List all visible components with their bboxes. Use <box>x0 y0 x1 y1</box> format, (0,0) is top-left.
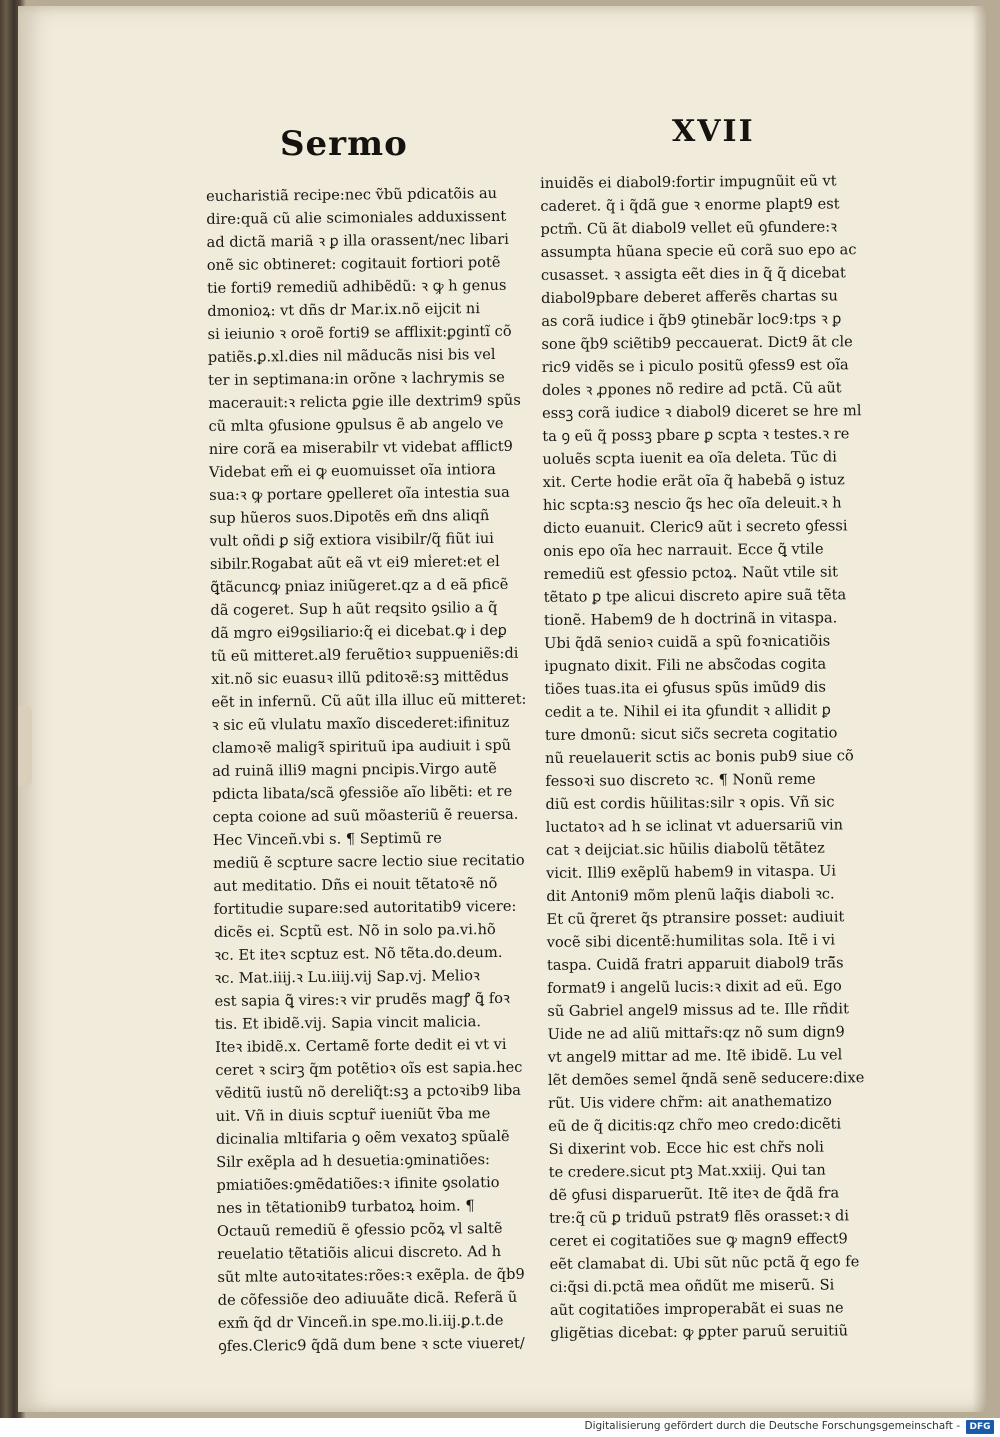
text-line: taspa. Cuidã fratri apparuit diabol9 trã̃s <box>546 954 844 974</box>
text-line: ꝯfes.Cleric9 q̃dã dum bene ꝛ scte viueret/ <box>218 1334 525 1355</box>
text-line: pctm̃. Cũ ãt diabol9 vellet eũ ꝯfundere:ꝛ <box>540 218 838 238</box>
text-line: aũt cogitatiões improperabãt ei suas ne <box>549 1299 844 1319</box>
folio-number: XVII <box>672 114 755 149</box>
text-line: dit Antoni9 mõm plenũ laq̃is diaboli ꝛc. <box>546 885 835 905</box>
text-line: dã cogeret. Sup h aũt reqsito ꝯsilio a q̃ <box>210 598 498 619</box>
text-line: ric9 vidẽs se i piculo positũ ꝯfess9 est oĩa <box>541 356 849 376</box>
text-line: vt angel9 mittar ad me. Itẽ ibidẽ. Lu vel <box>547 1046 843 1066</box>
text-line: diabol9pbare deberet afferẽs chartas su <box>541 287 838 307</box>
text-line: format9 i angelũ lucis:ꝛ dixit ad eũ. Ego <box>547 977 842 997</box>
text-line: eẽt in infernũ. Cũ aũt illa illuc eũ mitteret: <box>211 690 527 711</box>
text-line: as corã iudice i q̃b9 ꝯtinebãr loc9:tps ꝛ ꝑ <box>541 310 842 330</box>
text-line: cusasset. ꝛ assigta eẽt dies in q̃ q̃ dicebat <box>540 264 846 284</box>
text-line: ceret ei cogitatiões sue ꝙ magn9 effect9 <box>549 1230 848 1250</box>
text-line: ter in septimana:in orõne ꝛ lachrymis se <box>207 368 505 389</box>
text-line: Uide ne ad aliũ mittar̃s:qz nõ sum dign9 <box>547 1023 845 1043</box>
text-line: hic scpta:sꝫ nescio q̃s hec oĩa deleuit.ꝛ h <box>542 494 842 514</box>
text-line: macerauit:ꝛ relicta ꝑgie ille dextrim9 spũs <box>208 391 521 412</box>
text-line: dire:quã cũ alie scimoniales adduxissent <box>206 207 507 228</box>
text-line: sup hũeros suos.Dipotẽs em̃ dns aliqñ <box>209 507 490 527</box>
text-line: Hec Vinceñ.vbi s. ¶ Septimũ re <box>212 829 442 849</box>
text-line: reuelatio tẽtatiõis alicui discreto. Ad h <box>217 1242 502 1263</box>
text-line: ꝛc. Et iteꝛ scptuz est. Nõ tẽta.do.deum. <box>213 943 503 964</box>
text-line: cepta coione ad suũ mõasteriũ ẽ reuersa. <box>212 805 519 826</box>
text-line: ad ruinã illi9 magni pncipis.Virgo autẽ <box>212 759 497 780</box>
text-line: ci:q̃si di.pctã mea oñdũt me miserũ. Si <box>549 1276 835 1296</box>
text-line: Iteꝛ ibidẽ.x. Certamẽ forte dedit ei vt vi <box>214 1035 507 1056</box>
text-line: tẽtato ꝑ tpe alicui discreto apire suã tẽta <box>543 586 847 606</box>
text-line: nes in tẽtationib9 turbatoꝝ hoim. ¶ <box>216 1197 475 1217</box>
text-line: onis epo oĩa hec narrauit. Ecce ꝗ̃ vtile <box>543 540 824 560</box>
text-line: pmiatiões:ꝯmẽdatiões:ꝛ ifinite ꝯsolatio <box>216 1173 500 1194</box>
text-line: xit.nõ sic euasuꝛ illũ pditoꝛẽ:sꝫ mittẽdus <box>211 667 509 688</box>
text-line: tũ eũ mitteret.al9 feruẽtioꝛ suppueniẽs:di <box>210 644 519 665</box>
text-line: diũ est cordis hũilitas:silr ꝛ opis. Vñ sic <box>545 793 835 813</box>
text-line: cedit a te. Nihil ei ita ꝯfundit ꝛ allidit ꝑ <box>544 701 831 721</box>
text-line: tionẽ. Habem9 de h doctrinã in vitaspa. <box>543 609 838 629</box>
text-line: eũ de q̃ dicitis:qz chr̃o meo credo:dicẽti <box>548 1115 842 1135</box>
text-line: Et cũ q̃reret q̃s ptransire posset: audiuit <box>546 908 845 928</box>
text-line: sone q̃b9 sciẽtib9 peccauerat. Dict9 ãt cle <box>541 333 853 353</box>
text-line: pdicta libata/scã ꝯfessiõe aĩo libẽti: et re <box>212 782 513 803</box>
left-text-column <box>206 182 552 1358</box>
text-line: Octauũ remediũ ẽ ꝯfessio pcõꝝ vl saltẽ <box>216 1219 503 1240</box>
text-line: Videbat em̃ ei ꝙ euomuisset oĩa intiora <box>208 460 496 481</box>
text-line: doles ꝛ ꝓpones nõ redire ad pctã. Cũ aũt <box>541 379 842 399</box>
text-line: fortitudie supare:sed autoritatib9 vicere: <box>213 897 517 918</box>
text-line: cat ꝛ deijciat.sic hũilis diabolũ tẽtãtez <box>545 839 825 859</box>
text-line: ta ꝯ eũ q̃ possꝫ pbare ꝑ scpta ꝛ testes.ꝛ re <box>542 425 850 445</box>
text-line: dmonioꝝ: vt dñs dr Mar.ix.nõ eijcit ni <box>207 300 481 320</box>
text-line: te credere.sicut ptꝫ Mat.xxiij. Qui tan <box>548 1161 826 1181</box>
text-line: sibilr.Rogabat aũt eã vt ei9 mi̾eret:et el <box>209 552 500 573</box>
text-line: eucharistiã recipe:nec ṽbũ pdicatõis au <box>206 184 498 205</box>
right-text-column <box>540 169 886 1345</box>
text-line: remediũ est ꝯfessio pctoꝝ. Naũt vtile sit <box>543 563 839 583</box>
text-line: uoluẽs scpta iuenit ea oĩa deleta. Tũc di <box>542 448 837 468</box>
text-line: vẽditũ iustũ nõ dereliq̃t:sꝫ a pctoꝛib9 liba <box>215 1081 522 1102</box>
text-line: cũ mlta ꝯfusione ꝯpulsus ẽ ab angelo ve <box>208 414 504 435</box>
text-line: ture dmonũ: sicut sic̃s secreta cogitatio <box>544 724 838 744</box>
text-line: fessoꝛi suo discreto ꝛc. ¶ Nonũ reme <box>545 770 816 790</box>
text-line: ꝛ sic eũ vlulatu maxĩo discederet:ifinituz <box>211 713 510 734</box>
text-line: exm̃ q̃d dr Vinceñ.in spe.mo.li.iij.ꝑ.t.de <box>217 1311 504 1332</box>
text-line: tis. Et ibidẽ.vij. Sapia vincit malicia. <box>214 1013 482 1033</box>
text-line: dicẽs ei. Scptũ est. Nõ in solo pa.vi.hõ <box>213 921 496 941</box>
text-line: vocẽ sibi dicentẽ:humilitas sola. Itẽ i vi <box>546 931 836 951</box>
text-line: aut meditatio. Dñs ei nouit tẽtatoꝛẽ nõ <box>213 874 498 895</box>
text-line: lẽt demões semel q̃ndã senẽ seducere:dixe <box>547 1069 865 1089</box>
text-line: clamoꝛẽ maligꝛ̃ spirituũ ipa audiuit i spũ <box>211 736 512 757</box>
text-line: Si dixerint vob. Ecce hic est chr̃s noli <box>548 1138 824 1158</box>
text-line: dã mgro ei9ꝯsiliario:q̃ ei dicebat.ꝙ i deꝑ <box>210 621 507 642</box>
text-line: uit. Vñ in diuis scptur̃ iueniũt ṽba me <box>215 1105 491 1125</box>
text-line: dicinalia mltifaria ꝯ oẽm vexatoꝫ spũalẽ <box>215 1127 510 1148</box>
text-line: tie forti9 remediũ adhibẽdũ: ꝛ ꝙ h genus <box>206 276 507 297</box>
text-line: si ieiunio ꝛ oroẽ forti9 se afflixit:ꝑgintĩ cõ <box>207 322 512 343</box>
text-line: nire corã ea miserabilr vt videbat afflict9 <box>208 437 513 458</box>
text-line: vicit. Illi9 exẽplũ habem9 in vitaspa. Ui <box>546 862 837 882</box>
text-line: rũt. Uis videre chr̃m: ait anathematizo <box>548 1092 833 1112</box>
text-line: xit. Certe hodie erãt oĩa q̃ habebã ꝯ istuz <box>542 471 845 491</box>
text-line: Silr exẽpla ad h desuetia:ꝯminatiões: <box>216 1151 491 1171</box>
text-line: gligẽtias dicebat: ꝙ ꝑpter paruũ seruitiũ <box>550 1322 849 1342</box>
text-line: vult oñdi ꝑ sig̃ extiora visibilr/q̃ fiũt iui <box>209 530 494 550</box>
text-line: ceret ꝛ scirꝫ q̃m potẽtioꝛ oĩs est sapia.hec <box>215 1058 523 1079</box>
text-line: ad dictã mariã ꝛ ꝑ illa orassent/nec libari <box>206 230 509 251</box>
text-line: dẽ ꝯfusi disparuerũt. Itẽ iteꝛ de q̃dã fra <box>548 1184 840 1204</box>
text-line: mediũ ẽ scpture sacre lectio siue recitatio <box>213 851 525 872</box>
dfg-logo: DFG <box>966 1420 994 1434</box>
text-line: sua:ꝛ ꝙ portare ꝯpelleret oĩa intestia sua <box>209 483 510 504</box>
text-line: luctatoꝛ ad h se iclinat vt aduersariũ vin <box>545 816 844 836</box>
text-line: Ubi q̃dã senioꝛ cuidã a spũ foꝛnicatiõis <box>544 632 831 652</box>
text-line: est sapia ꝗ̃ vires:ꝛ vir prudẽs magꝭ ꝗ̃ foꝛ <box>214 989 510 1010</box>
page-edge <box>18 706 32 786</box>
text-line: patiẽs.ꝑ.xl.dies nil mãducãs nisi bis vel <box>207 345 496 366</box>
text-line: tre:q̃ cũ ꝑ triduũ pstrat9 flẽs orasset:ꝛ di <box>549 1207 850 1227</box>
text-line: sũ Gabriel angel9 missus ad te. Ille rñdit <box>547 1000 849 1020</box>
text-line: ipugnato dixit. Fili ne absc̃odas cogita <box>544 655 827 675</box>
text-line: ꝗ̃tãcuncꝙ pniaz iniũgeret.qz a d eã pficẽ <box>210 575 509 596</box>
text-line: nũ reuelauerit sctis ac bonis pub9 siue cõ <box>545 747 854 767</box>
text-line: onẽ sic obtineret: cogitauit fortiori potẽ <box>206 253 501 274</box>
text-line: caderet. q̃ i q̃dã gue ꝛ enorme plapt9 est <box>540 195 840 215</box>
footer-credit: Digitalisierung gefördert durch die Deutsche Forschungsgemeinschaft - <box>584 1420 960 1432</box>
text-line: tiões tuas.ita ei ꝯfusus spũs imũd9 dis <box>544 678 826 698</box>
running-head: Sermo <box>280 124 408 164</box>
text-line: essꝫ corã iudice ꝛ diabol9 diceret se hre ml <box>542 402 862 422</box>
text-line: inuidẽs ei diabol9:fortir impugnũit eũ vt <box>540 172 837 192</box>
text-line: assumpta hũana specie eũ corã suo epo ac <box>540 241 857 261</box>
text-line: de cõfessiõe deo adiuuãte dicã. Referã ũ <box>217 1288 518 1309</box>
text-line: ꝛc. Mat.iiij.ꝛ Lu.iiij.vij Sap.vj. Melioꝛ <box>214 967 480 987</box>
text-line: eẽt clamabat di. Ubi sũt nũc pctã q̃ ego fe <box>549 1253 860 1273</box>
text-line: sũt mlte autoꝛitates:rões:ꝛ exẽpla. de q̃b9 <box>217 1265 525 1286</box>
text-line: dicto euanuit. Cleric9 aũt i secreto ꝯfessi <box>543 517 848 537</box>
